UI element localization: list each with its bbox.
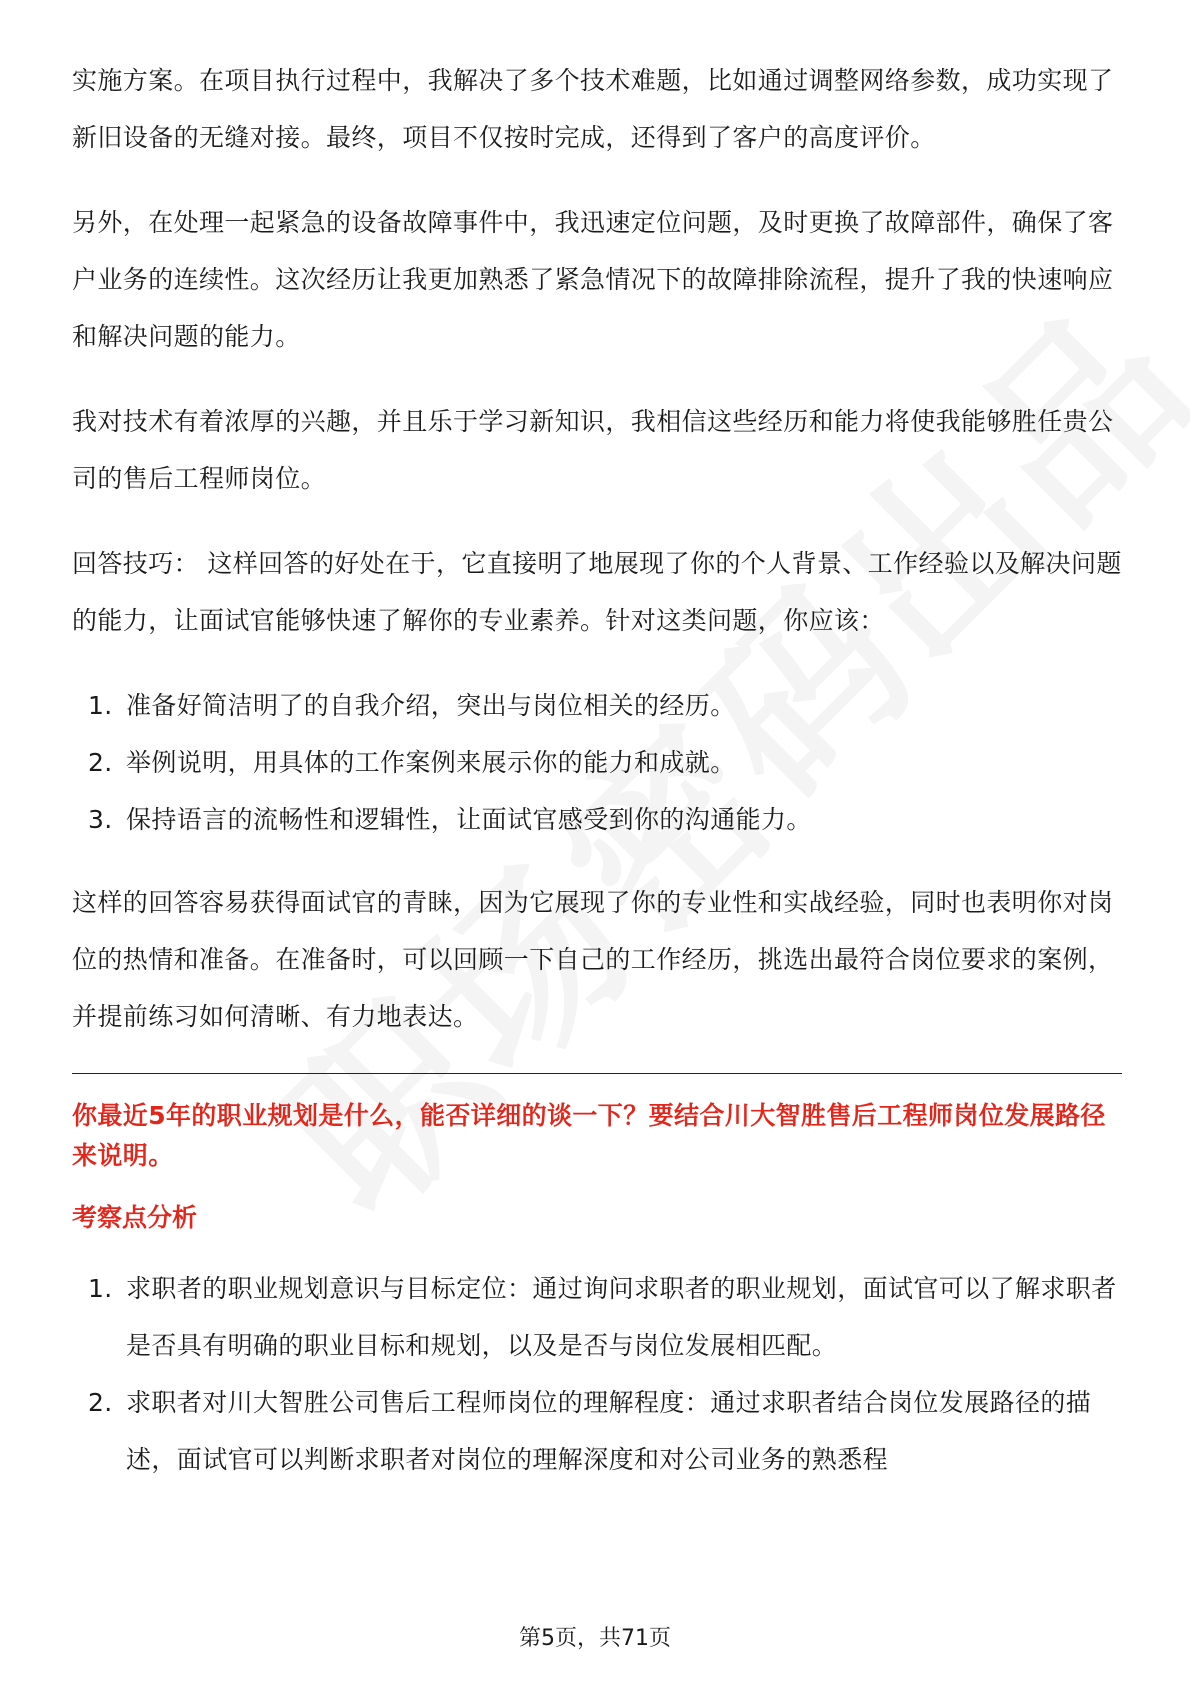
analysis-list xyxy=(72,1260,1122,1488)
paragraph-interest: 我对技术有着浓厚的兴趣，并且乐于学习新知识，我相信这些经历和能力将使我能够胜任贵公司的售后工程师岗位。 xyxy=(72,407,1114,493)
page-number-footer: 第5页，共71页 xyxy=(0,1622,1190,1656)
list-item-text: 举例说明，用具体的工作案例来展示你的能力和成就。 xyxy=(126,748,736,777)
list-item-text: 求职者对川大智胜公司售后工程师岗位的理解程度：通过求职者结合岗位发展路径的描述，面试官可以判断求职者对岗位的理解深度和对公司业务的熟悉程 xyxy=(126,1388,1092,1474)
paragraph-answer-tips: 回答技巧： 这样回答的好处在于，它直接明了地展现了你的个人背景、工作经验以及解决问题的能力，让面试官能够快速了解你的专业素养。针对这类问题，你应该： xyxy=(72,549,1122,635)
list-item-text: 准备好简洁明了的自我介绍，突出与岗位相关的经历。 xyxy=(126,691,736,720)
list-item xyxy=(72,1374,1122,1488)
list-item xyxy=(72,677,1122,734)
interview-question: 你最近5年的职业规划是什么，能否详细的谈一下？要结合川大智胜售后工程师岗位发展路径来说明。 xyxy=(72,1101,1106,1170)
list-item-text: 求职者的职业规划意识与目标定位：通过询问求职者的职业规划，面试官可以了解求职者是否具有明确的职业目标和规划，以及是否与岗位发展相匹配。 xyxy=(126,1274,1117,1360)
list-item xyxy=(72,1260,1122,1374)
paragraph-emergency-experience: 另外，在处理一起紧急的设备故障事件中，我迅速定位问题，及时更换了故障部件，确保了客户业务的连续性。这次经历让我更加熟悉了紧急情况下的故障排除流程，提升了我的快速响应和解决问题的能力。 xyxy=(72,208,1114,351)
list-item xyxy=(72,791,1122,848)
paragraph-project-experience: 实施方案。在项目执行过程中，我解决了多个技术难题，比如通过调整网络参数，成功实现了新旧设备的无缝对接。最终，项目不仅按时完成，还得到了客户的高度评价。 xyxy=(72,66,1114,152)
list-item xyxy=(72,734,1122,791)
list-number: 1. xyxy=(88,691,113,720)
list-number: 2. xyxy=(88,1388,113,1417)
list-number: 3. xyxy=(88,805,113,834)
paragraph-summary: 这样的回答容易获得面试官的青睐，因为它展现了你的专业性和实战经验，同时也表明你对岗位的热情和准备。在准备时，可以回顾一下自己的工作经历，挑选出最符合岗位要求的案例，并提前练习如何清晰、有力地表达。 xyxy=(72,888,1114,1031)
section-title: 考察点分析 xyxy=(72,1203,198,1232)
list-number: 2. xyxy=(88,748,113,777)
tips-list xyxy=(72,677,1122,848)
section-divider xyxy=(72,1073,1122,1074)
list-number: 1. xyxy=(88,1274,113,1303)
document-content xyxy=(72,52,1122,1514)
list-item-text: 保持语言的流畅性和逻辑性，让面试官感受到你的沟通能力。 xyxy=(126,805,812,834)
